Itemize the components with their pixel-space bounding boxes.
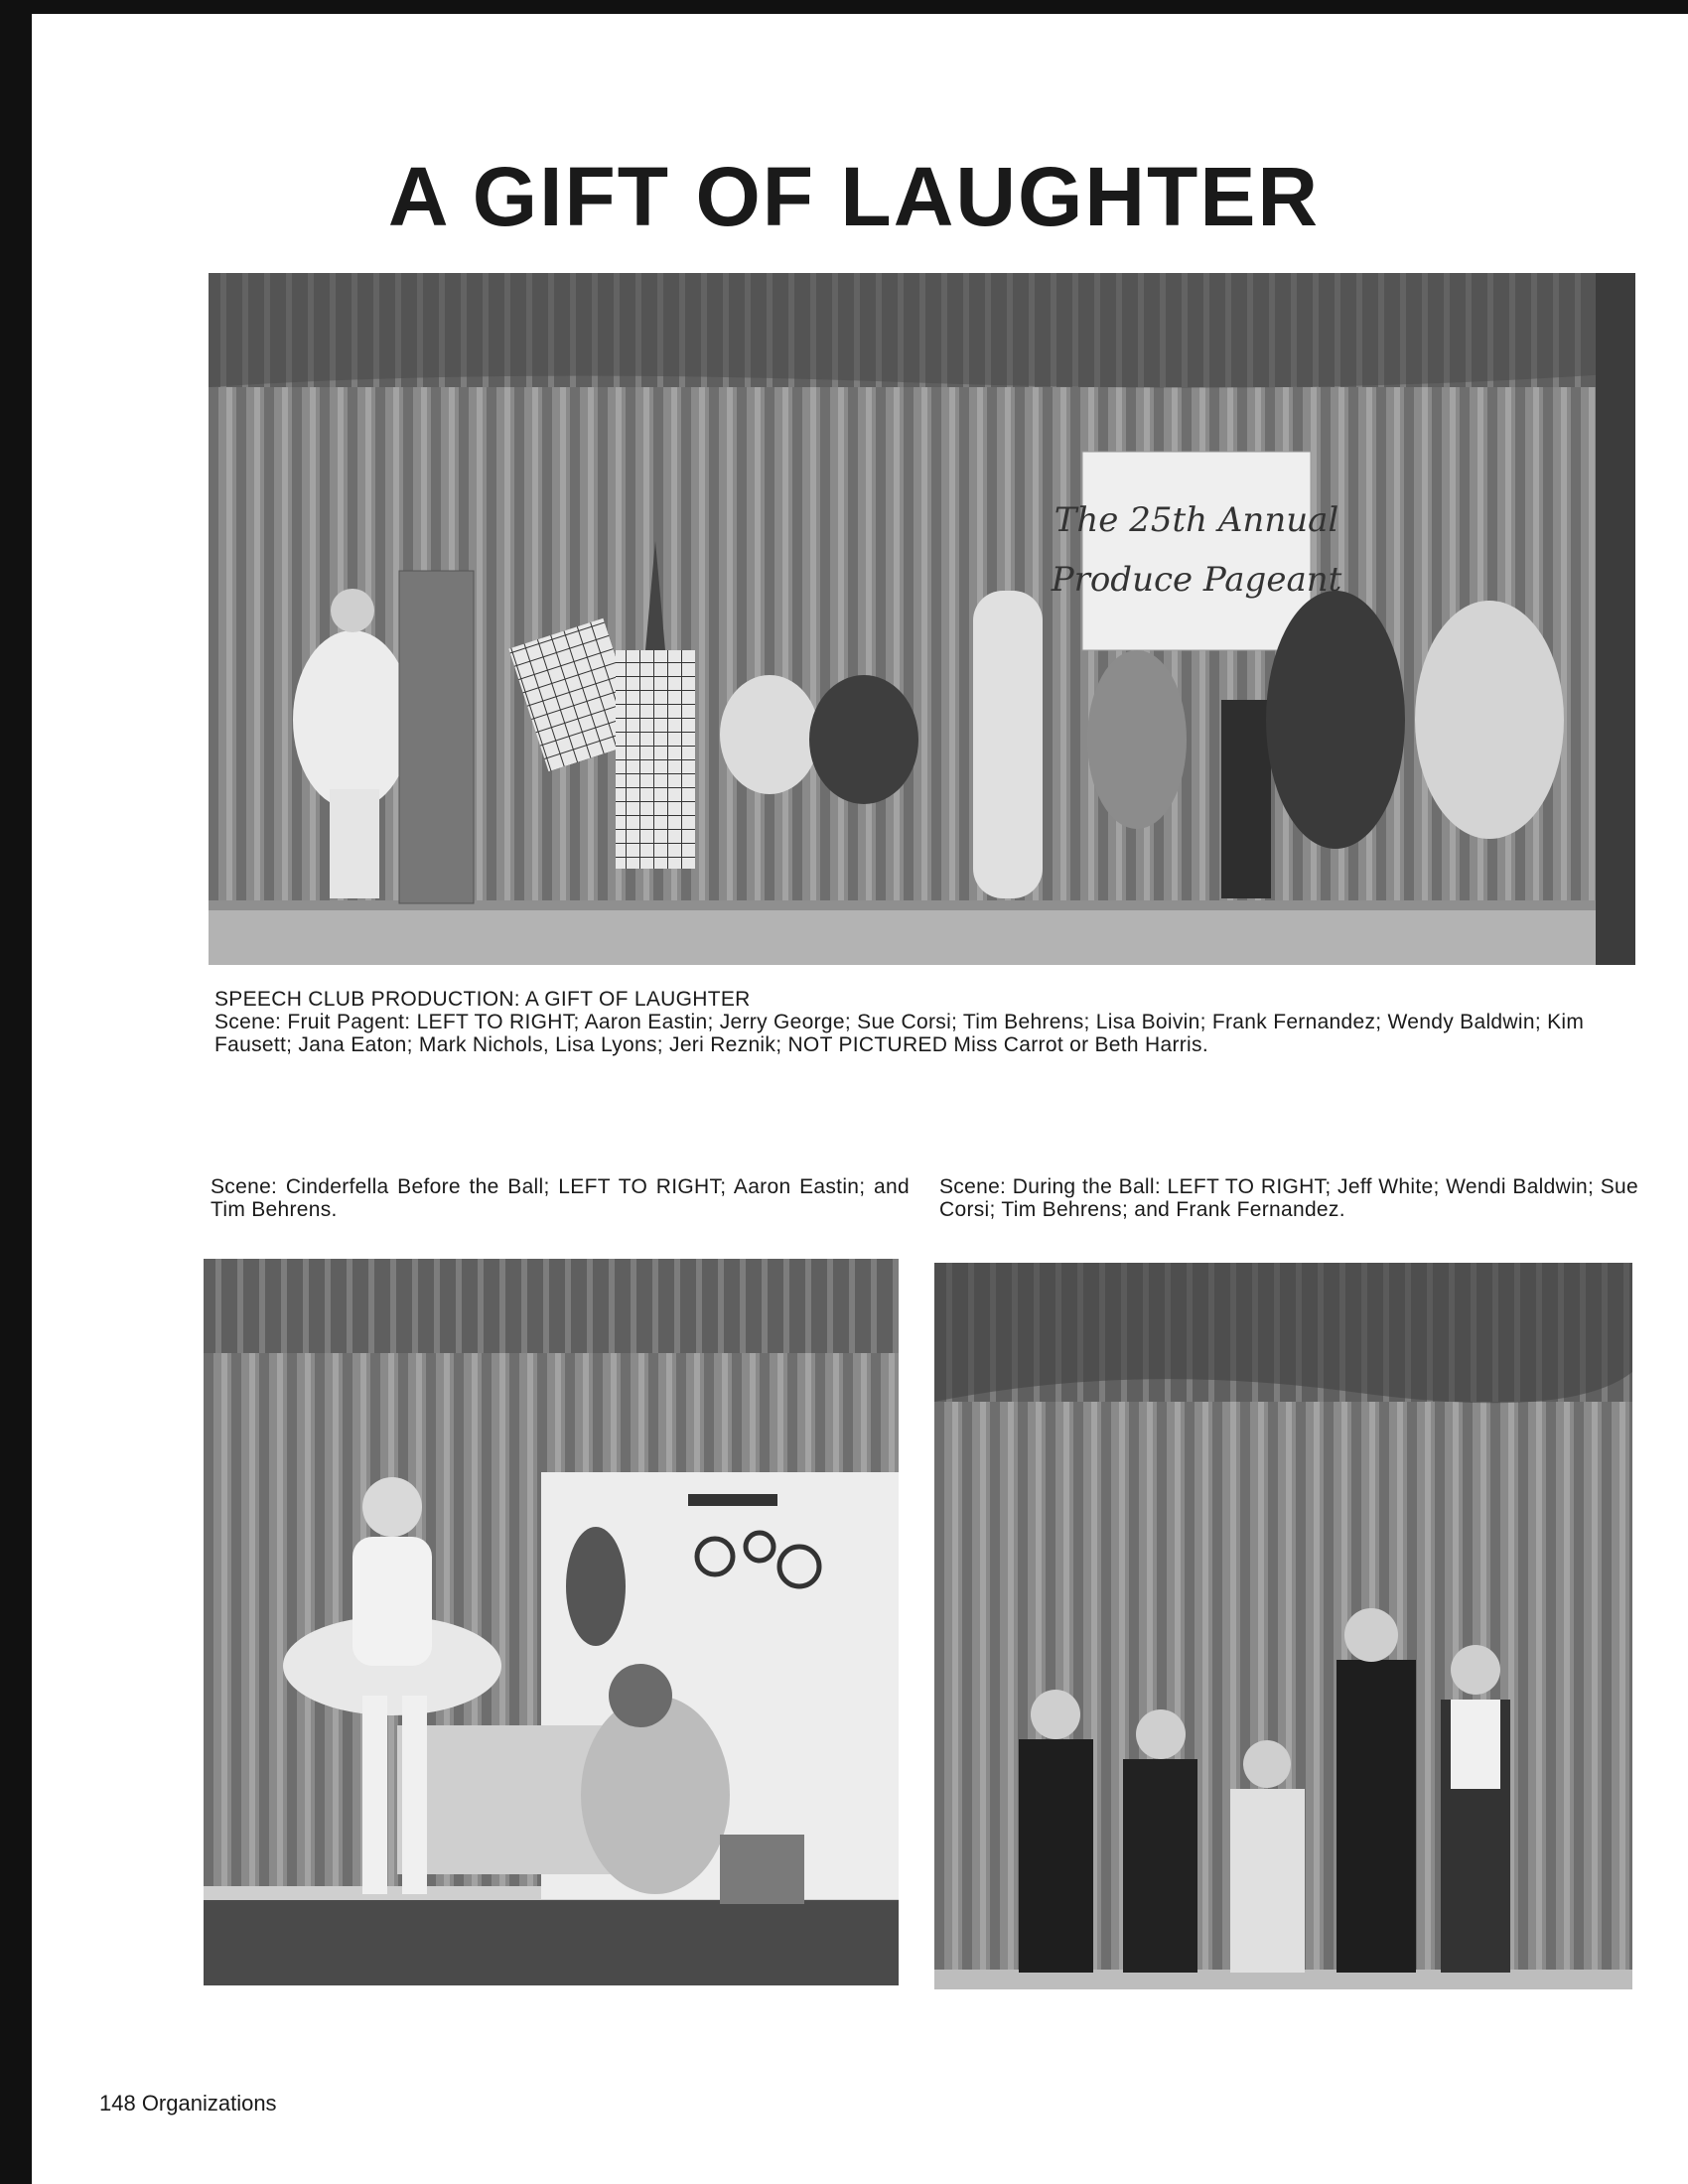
caption-cinderfella: Scene: Cinderfella Before the Ball; LEFT TO RIGHT; Aaron Eastin; and Tim Behrens. xyxy=(211,1175,910,1221)
caption-body: Scene: Fruit Pagent: LEFT TO RIGHT; Aaron Eastin; Jerry George; Sue Corsi; Tim Behrens; Lisa Boivin; Frank Fernandez; Wendy Baldwin; Kim Fausett; Jana Eaton; Mark Nichols, Lisa Lyons; Jeri Reznik; NOT PICTURED Miss Carrot or Beth Harris. xyxy=(214,1011,1585,1056)
photo-cinderfella xyxy=(204,1259,899,1985)
caption-fruit-pageant xyxy=(214,988,1634,1056)
scan-edge-top xyxy=(0,0,1688,14)
photo-during-the-ball xyxy=(934,1263,1632,1989)
page-title: A GIFT OF LAUGHTER xyxy=(387,150,1321,243)
scan-edge-left xyxy=(0,0,32,2184)
page-folio: 148 Organizations xyxy=(99,2091,277,2116)
banner-line-1: The 25th Annual xyxy=(1054,500,1339,540)
banner-line-2: Produce Pageant xyxy=(1051,560,1342,600)
photo-fruit-pageant xyxy=(209,273,1635,965)
caption-heading: SPEECH CLUB PRODUCTION: A GIFT OF LAUGHTER xyxy=(214,988,751,1011)
caption-ball: Scene: During the Ball: LEFT TO RIGHT; Jeff White; Wendi Baldwin; Sue Corsi; Tim Behrens; and Frank Fernandez. xyxy=(939,1175,1638,1221)
